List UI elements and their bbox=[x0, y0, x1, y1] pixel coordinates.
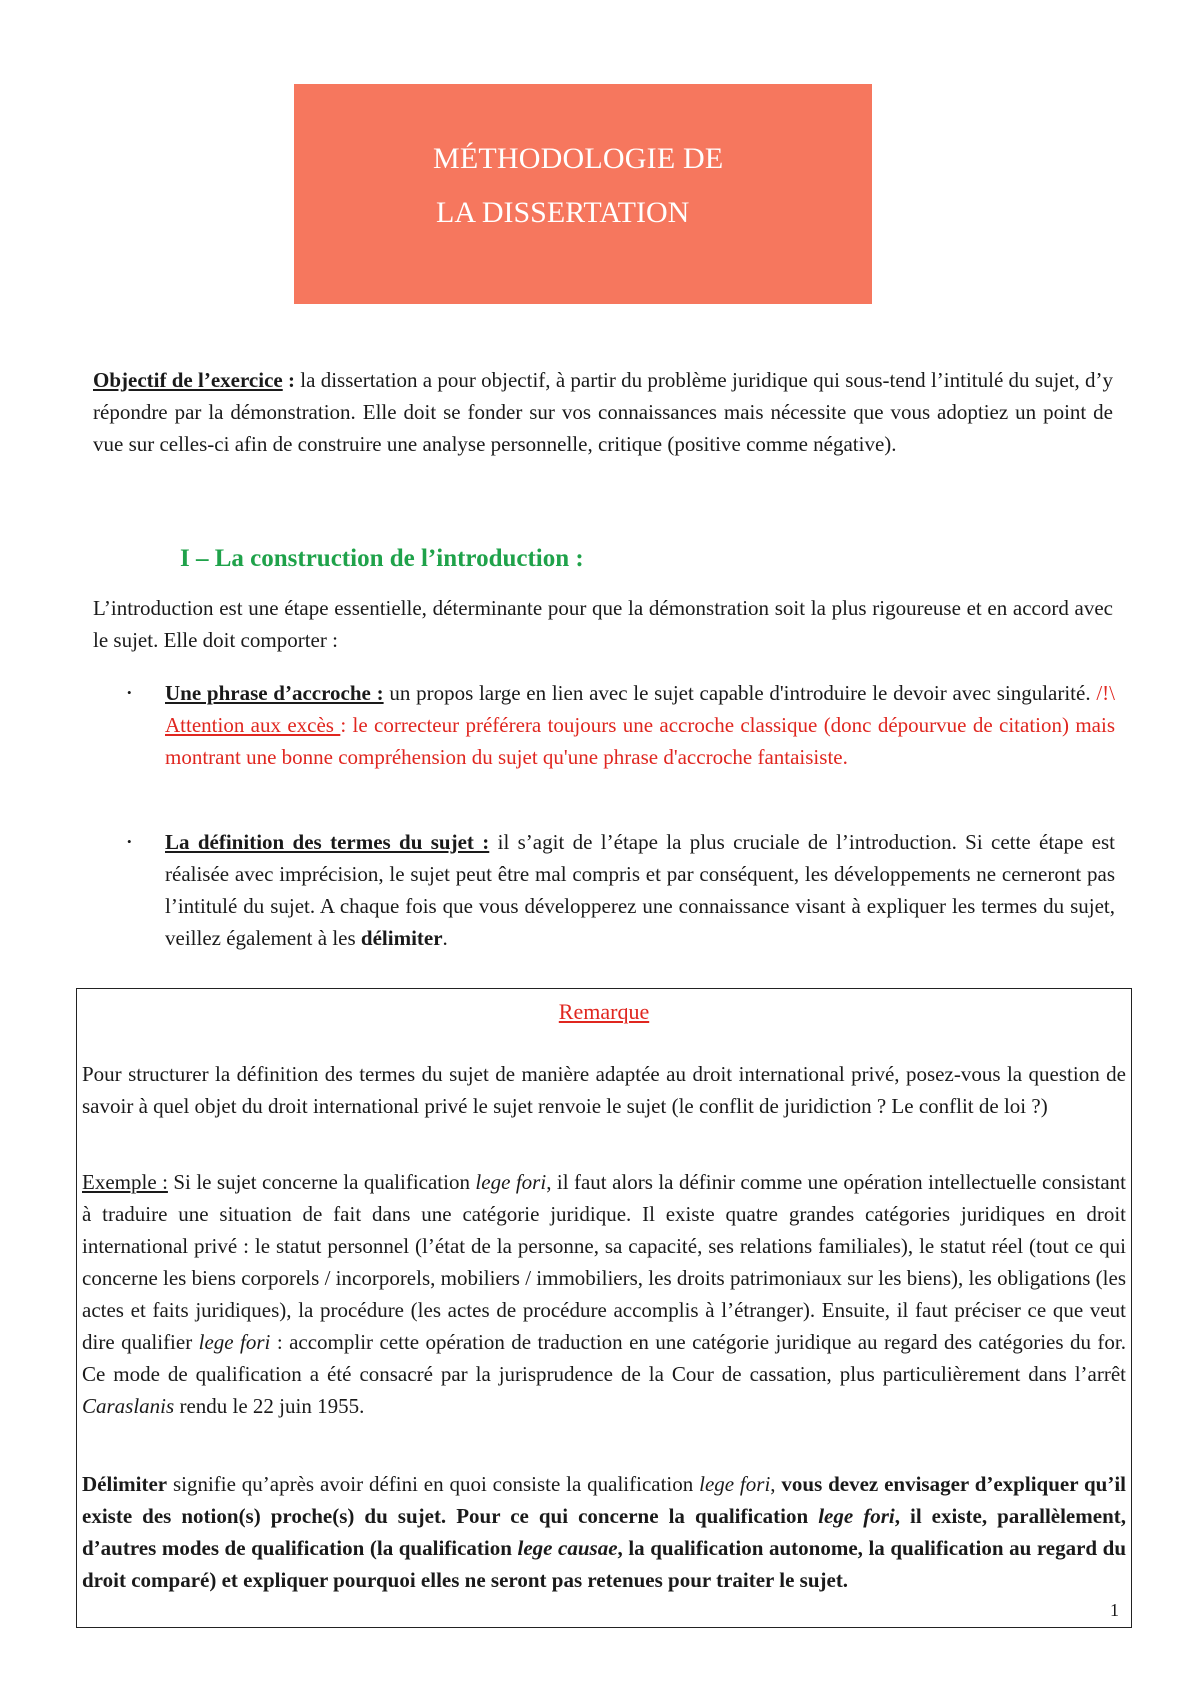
section-heading: I – La construction de l’introduction : bbox=[180, 545, 584, 572]
delimiter-bold-1: vous devez envisager d’expliquer qu’il existe des notion(s) proche(s) du sujet. Pour ce qui concerne la qualification bbox=[82, 1472, 1127, 1528]
title-box bbox=[294, 84, 872, 304]
title-line-1: MÉTHODOLOGIE DE bbox=[433, 142, 724, 175]
remarque-example bbox=[82, 1166, 1126, 1422]
bullet-icon: • bbox=[127, 685, 132, 700]
example-text-c: : accomplir cette opération de traduction en une catégorie juridique au regard des catégories du for. Ce mode de qualification a été consacré par la jurisprudence de la Cour de cassation, plus particulièrement dans l’arrêt bbox=[82, 1330, 1126, 1386]
warning-sign: /!\ bbox=[1096, 681, 1115, 705]
example-text-d: rendu le 22 juin 1955. bbox=[174, 1394, 365, 1418]
page-number: 1 bbox=[1110, 1600, 1119, 1620]
accroche-label: Une phrase d’accroche : bbox=[165, 681, 384, 705]
accroche-text: un propos large en lien avec le sujet capable d'introduire le devoir avec singularité. bbox=[383, 681, 1097, 705]
remarque-delimiter bbox=[82, 1468, 1126, 1596]
bullet-icon: • bbox=[127, 834, 132, 849]
remarque-box bbox=[76, 988, 1132, 1628]
example-label: Exemple : bbox=[82, 1170, 168, 1194]
lege-fori-term: lege fori bbox=[475, 1170, 547, 1194]
definition-text: il s’agit de l’étape la plus cruciale de l’introduction. Si cette étape est réalisée avec imprécision, le sujet peut être mal compris et par conséquent, les développements ne cerneront pas l’intitulé du sujet. A chaque fois que vous développerez une connaissance visant à expliquer les termes du sujet, veillez également à les bbox=[165, 830, 1115, 950]
objectif-colon: : bbox=[282, 368, 301, 392]
remarque-paragraph-1: Pour structurer la définition des termes du sujet de manière adaptée au droit international privé, posez-vous la question de savoir à quel objet du droit international privé le sujet renvoie le sujet (le conflit de juridiction ? Le conflit de loi ?) bbox=[82, 1062, 1126, 1118]
lege-fori-term: lege fori bbox=[699, 1472, 771, 1496]
definition-bold-word: délimiter bbox=[360, 926, 443, 950]
lege-causae-term: lege causae bbox=[517, 1536, 618, 1560]
intro-paragraph: L’introduction est une étape essentielle, déterminante pour que la démonstration soit la plus rigoureuse et en accord avec le sujet. Elle doit comporter : bbox=[93, 596, 1113, 652]
bullet-accroche bbox=[127, 677, 1115, 773]
delimiter-word: Délimiter bbox=[82, 1472, 168, 1496]
delimiter-bold-2: , il existe, parallèlement, d’autres modes de qualification (la qualification bbox=[82, 1504, 1126, 1560]
objectif-text: la dissertation a pour objectif, à partir du problème juridique qui sous-tend l’intitulé du sujet, d’y répondre par la démonstration. Elle doit se fonder sur vos connaissances mais nécessite que vous adoptiez un point de vue sur celles-ci afin de construire une analyse personnelle, critique (positive comme négative). bbox=[93, 368, 1113, 456]
lege-fori-term: lege fori bbox=[818, 1504, 895, 1528]
remarque-title: Remarque bbox=[558, 999, 650, 1024]
objectif-label: Objectif de l’exercice bbox=[93, 368, 283, 392]
delimiter-bold-3: , la qualification autonome, la qualification au regard du droit comparé) et expliquer pourquoi elles ne seront pas retenues pour traiter le sujet. bbox=[82, 1536, 1126, 1592]
warning-text: : le correcteur préférera toujours une accroche classique (donc dépourvue de citation) mais montrant une bonne compréhension du sujet qu'une phrase d'accroche fantaisiste. bbox=[165, 713, 1115, 769]
definition-end: . bbox=[442, 926, 448, 950]
example-text-a: Si le sujet concerne la qualification bbox=[167, 1170, 476, 1194]
delimiter-text-a: signifie qu’après avoir défini en quoi consiste la qualification bbox=[167, 1472, 700, 1496]
objectif-paragraph bbox=[93, 364, 1113, 460]
example-text-b: , il faut alors la définir comme une opération intellectuelle consistant à traduire une situation de fait dans une catégorie juridique. Il existe quatre grandes catégories juridiques en droit international privé : le statut personnel (l’état de la personne, sa capacité, ses relations familiales), le statut réel (tout ce qui concerne les biens corporels / incorporels, mobiliers / immobiliers, les droits patrimoniaux sur les biens), les obligations (les actes et faits juridiques), la procédure (les actes de procédure accomplis à l’étranger). Ensuite, il faut préciser ce que veut dire qualifier bbox=[82, 1170, 1127, 1354]
warning-label: Attention aux excès bbox=[165, 713, 341, 737]
definition-label: La définition des termes du sujet : bbox=[165, 830, 490, 854]
lege-fori-term: lege fori bbox=[198, 1330, 271, 1354]
bullet-definition bbox=[127, 826, 1115, 954]
delimiter-text-b: , bbox=[770, 1472, 782, 1496]
title-line-2: LA DISSERTATION bbox=[436, 196, 690, 229]
caraslanis-term: Caraslanis bbox=[82, 1394, 175, 1418]
